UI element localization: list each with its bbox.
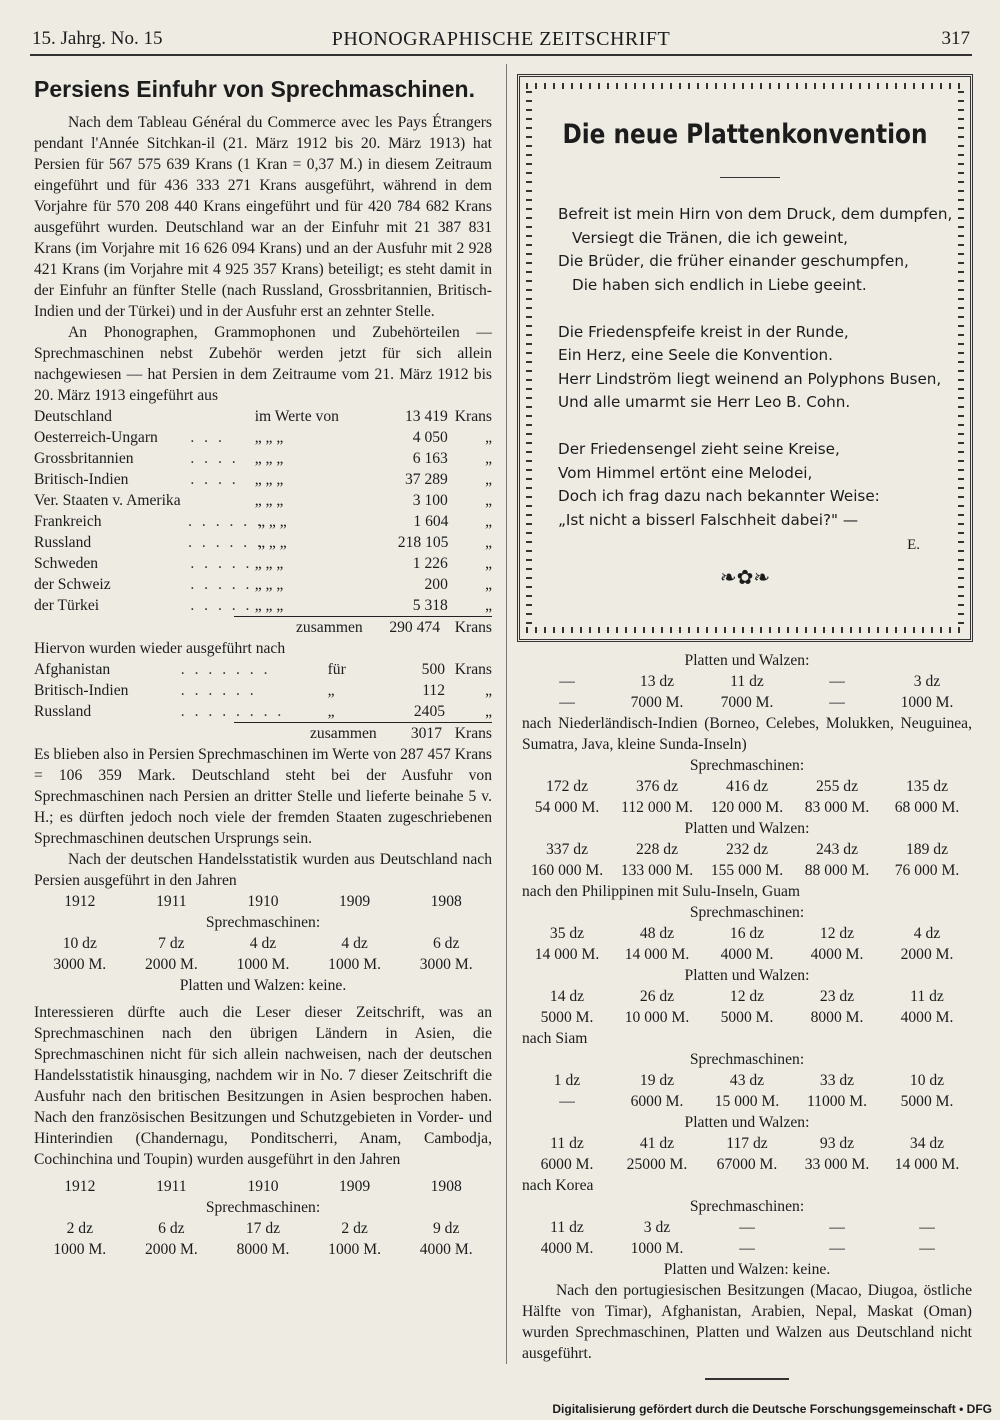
si-sm-grid — [522, 1070, 972, 1112]
running-header — [32, 28, 970, 54]
ornament-icon: ❧✿❧ — [719, 567, 771, 589]
value-cell: 33 dz — [819, 1072, 855, 1089]
value-unit: „ — [485, 471, 492, 488]
poem-line: Ein Herz, eine Seele die Konvention. — [558, 346, 834, 364]
value-label: „ „ „ — [258, 534, 287, 551]
value-cell: 10 dz — [62, 935, 97, 952]
value-cell: — — [739, 1240, 755, 1257]
persia-sm-label: Sprechmaschinen: — [205, 914, 321, 931]
value-cell: 5000 M. — [900, 1093, 954, 1110]
ph-pw-grid — [522, 986, 972, 1028]
value-cell: 1 dz — [553, 1072, 581, 1089]
value-number: 13 419 — [404, 408, 448, 425]
persia-pw-note: Platten und Walzen: keine. — [179, 977, 347, 994]
poem-title-rule — [720, 177, 780, 178]
country-name: Oesterreich-Ungarn — [34, 429, 158, 446]
value-cell: 15 000 M. — [714, 1093, 780, 1110]
poem-line: Die haben sich endlich in Liebe geeint. — [572, 275, 867, 294]
value-cell: 243 dz — [815, 841, 858, 858]
value-label: „ „ „ — [254, 429, 284, 446]
value-cell: 10 000 M. — [624, 1009, 690, 1026]
value-cell: — — [559, 1093, 575, 1110]
value-cell: 33 000 M. — [804, 1156, 870, 1173]
value-cell: 3 dz — [913, 673, 941, 690]
poem-line: Vom Himmel ertönt eine Melodei, — [558, 463, 813, 482]
value-cell: 11000 M. — [806, 1093, 868, 1110]
value-cell: 1000 M. — [236, 956, 290, 973]
table-row — [34, 574, 492, 595]
poem-box — [517, 74, 973, 642]
country-name: Russland — [34, 703, 92, 720]
value-cell: 6 dz — [158, 1220, 185, 1237]
value-label: „ „ „ — [254, 492, 284, 509]
value-number: 1 226 — [412, 555, 448, 572]
value-cell: 34 dz — [909, 1135, 945, 1152]
value-cell: 6 dz — [432, 935, 460, 952]
reexport-intro: Hiervon wurden wieder ausgeführt nach — [34, 640, 286, 657]
value-cell: 12 dz — [819, 925, 855, 942]
value-number: 3 100 — [412, 492, 448, 509]
value-cell: 11 dz — [550, 1219, 584, 1236]
table-row — [34, 553, 492, 574]
value-label: „ „ „ — [254, 555, 284, 572]
poem-line: „Ist nicht a bisserl Falschheit dabei?" — — [558, 510, 859, 529]
value-cell: 19 dz — [639, 1072, 675, 1089]
value-unit: „ — [485, 555, 492, 572]
value-cell: — — [919, 1219, 935, 1236]
stanza-gap — [558, 415, 952, 439]
ko-sm-grid — [522, 1217, 972, 1259]
value-cell: 26 dz — [639, 988, 675, 1005]
value-unit: „ — [485, 513, 492, 530]
value-cell: 376 dz — [635, 778, 678, 795]
dfg-footer: Digitalisierung gefördert durch die Deutsche Forschungsgemeinschaft • DFG — [552, 1402, 992, 1416]
column-divider — [506, 64, 507, 1364]
country-name: Ver. Staaten v. Amerika — [34, 492, 181, 509]
total2-unit: Krans — [454, 725, 492, 742]
value-cell: — — [559, 694, 575, 711]
year-cell: 1908 — [430, 1178, 462, 1195]
ko-sm-label: Sprechmaschinen: — [689, 1198, 805, 1215]
value-cell: 11 dz — [550, 1135, 584, 1152]
value-number: 4 050 — [412, 429, 448, 446]
page-number: 317 — [941, 28, 970, 49]
value-cell: 255 dz — [815, 778, 858, 795]
country-name: Britisch-Indien — [34, 682, 129, 699]
total-value: 290 474 — [389, 619, 440, 636]
value-cell: 2 dz — [341, 1220, 368, 1237]
value-number: 218 105 — [397, 534, 449, 551]
value-cell: 14 000 M. — [624, 946, 690, 963]
table-row — [34, 595, 492, 616]
value-cell: 4000 M. — [419, 1241, 473, 1258]
value-number: 2405 — [413, 703, 446, 720]
leader-dots: . . . . . . — [188, 513, 264, 530]
year-cell: 1909 — [339, 1178, 371, 1195]
value-cell: — — [829, 673, 845, 690]
value-cell: 2 dz — [66, 1220, 93, 1237]
value-unit: „ — [485, 429, 492, 446]
value-unit: „ — [485, 534, 492, 551]
leader-dots: . . . . . . — [180, 682, 257, 699]
value-label: im Werte von — [254, 408, 339, 425]
value-number: 200 — [424, 576, 448, 593]
issue-label: 15. Jahrg. No. 15 — [32, 28, 163, 49]
value-cell: 6000 M. — [630, 1093, 684, 1110]
table-row — [34, 659, 492, 680]
value-cell: 43 dz — [729, 1072, 765, 1089]
value-cell: 8000 M. — [810, 1009, 864, 1026]
country-name: der Türkei — [34, 597, 100, 614]
value-cell: 16 dz — [729, 925, 765, 942]
table-row — [34, 701, 492, 722]
value-number: 1 604 — [413, 513, 449, 530]
value-cell: 5000 M. — [720, 1009, 774, 1026]
total2-value: 3017 — [410, 725, 442, 742]
poem-title: Die neue Plattenkonvention — [562, 119, 928, 150]
year-cell: 1911 — [156, 893, 187, 910]
value-cell: 1000 M. — [328, 956, 382, 973]
year-cell: 1910 — [247, 893, 279, 910]
table-row — [34, 469, 492, 490]
year-cell: 1909 — [339, 893, 371, 910]
country-name: Frankreich — [34, 513, 102, 530]
fr-pw-label: Platten und Walzen: — [684, 652, 810, 669]
value-cell: — — [739, 1219, 755, 1236]
country-name: Deutschland — [34, 408, 112, 425]
leader-dots: . . . . . . . . — [180, 703, 285, 720]
value-cell: 2000 M. — [144, 956, 198, 973]
year-cell: 1912 — [64, 893, 96, 910]
table-row — [34, 680, 492, 701]
value-cell: 12 dz — [729, 988, 765, 1005]
value-cell: 14 000 M. — [894, 1156, 960, 1173]
country-name: Grossbritannien — [34, 450, 134, 467]
poem-signature: E. — [907, 537, 920, 553]
leader-dots: . . . . — [190, 471, 239, 488]
leader-dots: . . . . . — [190, 597, 253, 614]
stanza-gap — [558, 297, 952, 321]
value-cell: 5000 M. — [540, 1009, 594, 1026]
journal-title: PHONOGRAPHISCHE ZEITSCHRIFT — [331, 28, 671, 50]
value-cell: 93 dz — [819, 1135, 855, 1152]
poem-line: Der Friedensengel zieht seine Kreise, — [558, 440, 840, 458]
value-cell: 172 dz — [545, 778, 588, 795]
value-label: für — [327, 661, 346, 678]
ko-pw-note: Platten und Walzen: keine. — [663, 1261, 831, 1278]
value-cell: 4000 M. — [720, 946, 774, 963]
value-cell: 189 dz — [905, 841, 948, 858]
value-number: 6 163 — [412, 450, 448, 467]
value-cell: — — [919, 1240, 935, 1257]
table-row — [34, 511, 492, 532]
value-cell: — — [829, 1240, 845, 1257]
value-number: 500 — [421, 661, 446, 678]
value-cell: 9 dz — [432, 1220, 460, 1237]
country-name: Russland — [34, 534, 92, 551]
value-cell: 54 000 M. — [534, 799, 600, 816]
value-cell: 228 dz — [635, 841, 678, 858]
value-cell: 10 dz — [909, 1072, 945, 1089]
value-cell: 41 dz — [639, 1135, 675, 1152]
leader-dots: . . . . . — [190, 555, 253, 572]
value-unit: „ — [485, 703, 492, 720]
value-cell: 7000 M. — [720, 694, 774, 711]
leader-dots: . . . . . . . — [180, 661, 271, 678]
total-unit: Krans — [454, 619, 492, 636]
value-cell: 416 dz — [725, 778, 768, 795]
ni-pw-label: Platten und Walzen: — [684, 820, 810, 837]
value-cell: 4000 M. — [540, 1240, 594, 1257]
value-cell: 23 dz — [819, 988, 855, 1005]
box-border-bottom — [526, 627, 964, 633]
value-cell: 2000 M. — [144, 1241, 198, 1258]
paragraph-1: Nach dem Tableau Général du Commerce avec les Pays Étrangers pendant l'Année Sitchkan-il (21. März 1912 bis 20. März 1913) hat Persien für 567 575 639 Krans (1 Kran = 0,37 M.) in diesem Zeitraum eingeführt und für 436 333 271 Krans ausgeführt, während in dem Vorjahre für 570 208 440 Krans eingeführt und für 420 784 682 Krans ausgeführt wurden. Deutschland war an der Einfuhr mit 21 387 831 Krans (im Vorjahre mit 16 626 094 Krans) und an der Ausfuhr mit 2 928 421 Krans (im Vorjahre mit 4 925 357 Krans) beteiligt; es steht damit in der Einfuhr an fünfter Stelle (nach Russland, Grossbritannien, Britisch-Indien und der Türkei) und in der Ausfuhr erst an zehnter Stelle. — [34, 114, 492, 320]
fr-pw-grid — [522, 671, 972, 713]
value-cell: 7000 M. — [630, 694, 684, 711]
value-cell: 76 000 M. — [894, 862, 960, 879]
end-rule — [705, 1378, 789, 1380]
ni-sm-grid — [522, 776, 972, 818]
value-cell: 4 dz — [341, 935, 368, 952]
value-cell: 1000 M. — [900, 694, 954, 711]
value-cell: 14 dz — [549, 988, 585, 1005]
ph-intro: nach den Philippinen mit Sulu-Inseln, Guam — [522, 883, 801, 900]
imports-table — [34, 406, 492, 616]
table-row — [34, 427, 492, 448]
value-unit: „ — [485, 597, 492, 614]
persia-sm-grid — [34, 933, 492, 975]
years-row — [34, 891, 492, 912]
value-cell: 83 000 M. — [804, 799, 870, 816]
closing-paragraph: Nach den portugiesischen Besitzungen (Macao, Diugoa, östliche Hälfte von Timar), Afghanistan, Arabien, Nepal, Maskat (Oman) wurden Sprechmaschinen, Platten und Walzen aus Deutschland nicht ausgeführt. — [522, 1282, 972, 1362]
year-cell: 1912 — [64, 1178, 96, 1195]
value-cell: 120 000 M. — [710, 799, 784, 816]
value-cell: — — [559, 673, 575, 690]
value-cell: 68 000 M. — [894, 799, 960, 816]
value-number: 112 — [422, 682, 446, 699]
leader-dots: . . . . . . — [188, 534, 264, 551]
years-row-2 — [34, 1176, 492, 1197]
poem-line: Doch ich frag dazu nach bekannter Weise: — [558, 487, 880, 505]
value-unit: „ — [485, 682, 492, 699]
value-label: „ — [327, 682, 335, 699]
value-cell: 13 dz — [639, 673, 675, 690]
value-cell: 48 dz — [639, 925, 675, 942]
value-cell: 11 dz — [730, 673, 764, 690]
value-cell: 4000 M. — [810, 946, 864, 963]
poem-text — [558, 203, 952, 532]
paragraph-5: Interessieren dürfte auch die Leser dieser Zeitschrift, was an Sprechmaschinen nach den übrigen Ländern in Asien, die Sprechmaschinen nicht für sich allein nachweisen, nach der deutschen Handelsstatistik hinausging, nachdem wir in No. 7 dieser Zeitschrift die Ausfuhr nach den britischen Besitzungen in Asien besprochen haben. Nach den französischen Besitzungen und Schutzgebieten in Vorder- und Hinterindien (Chandernagu, Ponditscherri, Anam, Cambodja, Cochinchina und Toupin) wurden ausgeführt in den Jahren — [34, 1004, 492, 1168]
ni-intro: nach Niederländisch-Indien (Borneo, Celebes, Molukken, Neuguinea, Sumatra, Java, kleine Sunda-Inseln) — [522, 715, 972, 753]
value-cell: 160 000 M. — [530, 862, 604, 879]
reexports-total-row — [34, 723, 492, 744]
value-cell: 2000 M. — [900, 946, 954, 963]
reexports-table — [34, 659, 492, 722]
header-rule — [30, 54, 972, 56]
value-unit: „ — [485, 576, 492, 593]
value-unit: „ — [485, 492, 492, 509]
year-cell: 1908 — [430, 893, 462, 910]
fr-sm-label: Sprechmaschinen: — [205, 1199, 321, 1216]
leader-dots — [190, 490, 254, 511]
value-number: 5 318 — [412, 597, 448, 614]
paragraph-2: An Phonographen, Grammophonen und Zubehörteilen — Sprechmaschinen nebst Zubehör werden jetzt für sich allein nachgewiesen — hat Persien in dem Zeitraume vom 21. März 1912 bis 20. März 1913 eingeführt aus — [34, 324, 492, 404]
value-unit: Krans — [454, 408, 492, 425]
value-label: „ „ „ — [254, 450, 284, 467]
value-cell: 17 dz — [245, 1220, 281, 1237]
value-cell: 3000 M. — [53, 956, 107, 973]
value-cell: 155 000 M. — [710, 862, 784, 879]
poem-line: Befreit ist mein Hirn von dem Druck, dem dumpfen, — [558, 205, 953, 223]
value-cell: 1000 M. — [328, 1241, 382, 1258]
year-cell: 1911 — [156, 1178, 187, 1195]
country-name: Schweden — [34, 555, 99, 572]
si-sm-label: Sprechmaschinen: — [689, 1051, 805, 1068]
right-column — [522, 650, 972, 1380]
value-cell: 25000 M. — [626, 1156, 688, 1173]
value-number: 37 289 — [404, 471, 448, 488]
value-unit: „ — [485, 450, 492, 467]
box-border-left — [526, 91, 532, 625]
total2-label: zusammen — [310, 725, 377, 742]
value-label: „ „ „ — [254, 597, 284, 614]
country-name: Britisch-Indien — [34, 471, 129, 488]
value-cell: 4000 M. — [900, 1009, 954, 1026]
table-row — [34, 448, 492, 469]
year-cell: 1910 — [247, 1178, 279, 1195]
imports-total-row — [34, 617, 492, 638]
value-cell: 117 dz — [726, 1135, 768, 1152]
value-cell: 35 dz — [549, 925, 585, 942]
poem-line: Die Friedenspfeife kreist in der Runde, — [558, 322, 849, 341]
si-intro: nach Siam — [522, 1030, 588, 1047]
country-name: Afghanistan — [34, 661, 111, 678]
si-pw-label: Platten und Walzen: — [684, 1114, 810, 1131]
value-cell: 135 dz — [905, 778, 948, 795]
value-cell: 337 dz — [545, 841, 588, 858]
box-border-right — [958, 91, 964, 625]
leader-dots: . . . . . — [190, 576, 253, 593]
value-cell: 3000 M. — [419, 956, 473, 973]
value-cell: 8000 M. — [236, 1241, 290, 1258]
paragraph-4: Nach der deutschen Handelsstatistik wurden aus Deutschland nach Persien ausgeführt in den Jahren — [34, 851, 492, 889]
ph-sm-grid — [522, 923, 972, 965]
poem-line: Und alle umarmt sie Herr Leo B. Cohn. — [558, 393, 851, 411]
value-cell: 88 000 M. — [804, 862, 870, 879]
leader-dots: . . . — [190, 429, 225, 446]
value-cell: 67000 M. — [716, 1156, 778, 1173]
country-name: der Schweiz — [34, 576, 111, 593]
table-row — [34, 490, 492, 511]
box-border-top — [526, 83, 964, 89]
value-cell: 232 dz — [725, 841, 768, 858]
paragraph-3: Es blieben also in Persien Sprechmaschinen im Werte von 287 457 Krans = 106 359 Mark. Deutschland steht bei der Ausfuhr von Sprechmaschinen nach Persien an dritter Stelle und lieferte beinahe 5 v. H.; es dürften jedoch noch viele der fremden Staaten zugeschriebenen Sprechmaschinen deutschen Ursprungs sein. — [34, 746, 492, 847]
value-label: „ „ „ — [254, 471, 284, 488]
value-cell: 4 dz — [249, 935, 277, 952]
value-cell: 1000 M. — [630, 1240, 684, 1257]
poem-line: Versiegt die Tränen, die ich geweint, — [572, 228, 849, 247]
ni-pw-grid — [522, 839, 972, 881]
poem-line: Die Brüder, die früher einander geschumpfen, — [558, 252, 909, 270]
value-cell: 7 dz — [158, 935, 185, 952]
value-cell: 1000 M. — [53, 1241, 107, 1258]
ni-sm-label: Sprechmaschinen: — [689, 757, 805, 774]
ph-sm-label: Sprechmaschinen: — [689, 904, 805, 921]
total-label: zusammen — [296, 619, 363, 636]
article-title: Persiens Einfuhr von Sprechmaschinen. — [34, 76, 475, 102]
value-cell: 112 000 M. — [621, 799, 693, 816]
ph-pw-label: Platten und Walzen: — [684, 967, 810, 984]
value-cell: 4 dz — [913, 925, 941, 942]
value-label: „ „ „ — [258, 513, 287, 530]
poem-line: Herr Lindström liegt weinend an Polyphons Busen, — [558, 369, 942, 388]
left-column — [34, 74, 492, 1260]
value-label: „ „ „ — [254, 576, 284, 593]
leader-dots — [190, 406, 254, 427]
table-row — [34, 532, 492, 553]
fr-sm-grid — [34, 1218, 492, 1260]
value-cell: 14 000 M. — [534, 946, 600, 963]
si-pw-grid — [522, 1133, 972, 1175]
value-label: „ — [327, 703, 335, 720]
value-unit: Krans — [454, 661, 492, 678]
value-cell: — — [829, 694, 845, 711]
value-cell: 6000 M. — [540, 1156, 594, 1173]
value-cell: 3 dz — [643, 1219, 671, 1236]
table-row — [34, 406, 492, 427]
value-cell: 133 000 M. — [620, 862, 694, 879]
value-cell: 11 dz — [910, 988, 944, 1005]
leader-dots: . . . . — [190, 450, 239, 467]
value-cell: — — [829, 1219, 845, 1236]
ko-intro: nach Korea — [522, 1177, 594, 1194]
